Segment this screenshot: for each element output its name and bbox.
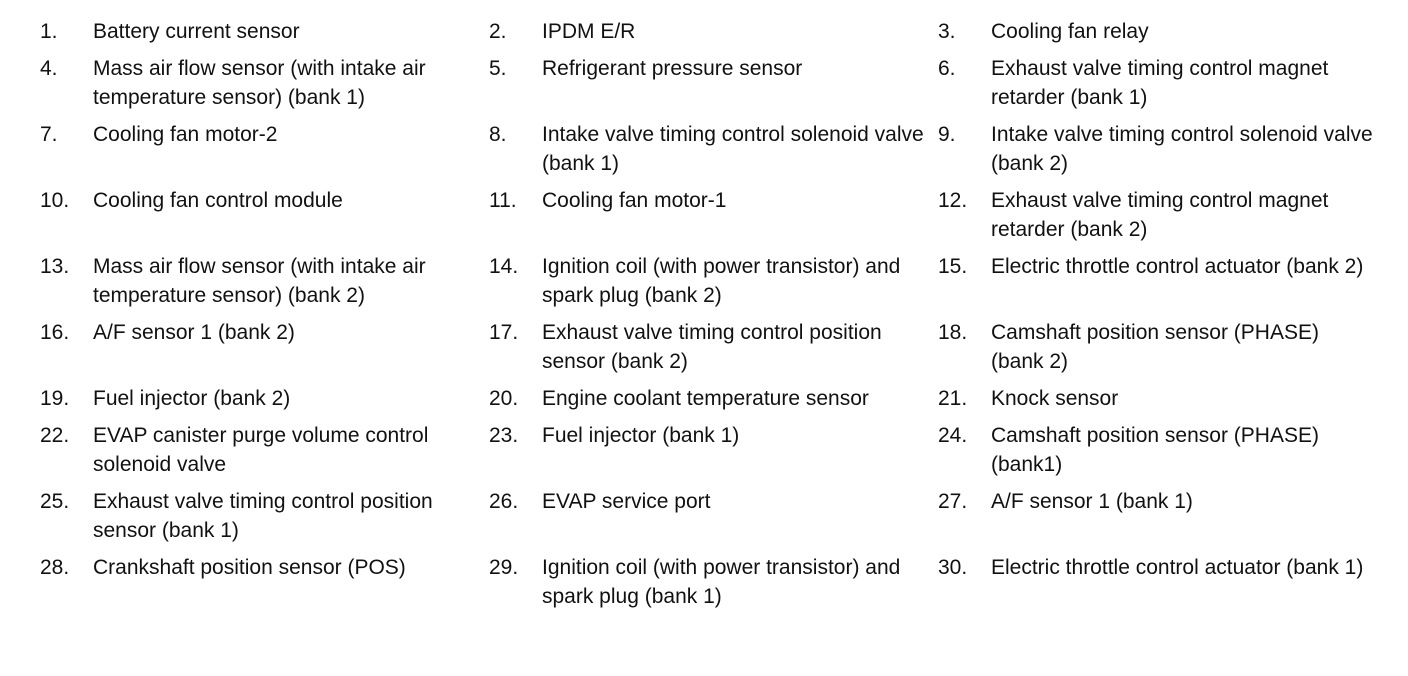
item-number: 15. (938, 255, 968, 278)
legend-item (938, 186, 1380, 252)
item-label: Exhaust valve timing control position sensor (bank 2) (542, 321, 882, 373)
item-number: 11. (489, 189, 517, 212)
legend-item (40, 120, 489, 186)
legend-item (938, 553, 1380, 619)
item-number: 2. (489, 20, 507, 43)
item-label: EVAP canister purge volume control solenoid valve (93, 424, 429, 476)
item-label: Crankshaft position sensor (POS) (93, 556, 406, 579)
legend-item (489, 17, 938, 54)
legend-item (938, 487, 1380, 553)
legend-item (938, 17, 1380, 54)
legend-item (938, 120, 1380, 186)
item-label: Ignition coil (with power transistor) and spark plug (bank 2) (542, 255, 901, 307)
item-label: Fuel injector (bank 1) (542, 424, 740, 447)
item-label: Cooling fan control module (93, 189, 343, 212)
component-legend (40, 17, 1380, 619)
item-number: 3. (938, 20, 956, 43)
item-number: 4. (40, 57, 58, 80)
legend-item (489, 120, 938, 186)
item-number: 17. (489, 321, 519, 344)
item-number: 28. (40, 556, 70, 579)
legend-item (489, 54, 938, 120)
item-number: 1. (40, 20, 58, 43)
legend-item (489, 553, 938, 619)
item-number: 23. (489, 424, 519, 447)
legend-item (938, 318, 1380, 384)
item-number: 13. (40, 255, 70, 278)
item-number: 29. (489, 556, 519, 579)
legend-item (40, 17, 489, 54)
item-label: Mass air flow sensor (with intake air temperature sensor) (bank 2) (93, 255, 426, 307)
item-label: Exhaust valve timing control position sensor (bank 1) (93, 490, 433, 542)
item-label: A/F sensor 1 (bank 2) (93, 321, 295, 344)
item-label: Knock sensor (991, 387, 1119, 410)
legend-item (40, 252, 489, 318)
item-number: 30. (938, 556, 968, 579)
item-number: 12. (938, 189, 968, 212)
legend-item (40, 318, 489, 384)
legend-item (489, 421, 938, 487)
legend-item (40, 553, 489, 619)
item-label: IPDM E/R (542, 20, 636, 43)
item-number: 22. (40, 424, 70, 447)
item-number: 10. (40, 189, 70, 212)
item-label: Refrigerant pressure sensor (542, 57, 803, 80)
item-label: Exhaust valve timing control magnet retarder (bank 2) (991, 189, 1329, 241)
legend-item (489, 318, 938, 384)
item-number: 14. (489, 255, 519, 278)
legend-item (489, 186, 938, 252)
legend-item (938, 384, 1380, 421)
legend-item (938, 252, 1380, 318)
item-number: 6. (938, 57, 956, 80)
item-number: 26. (489, 490, 519, 513)
item-label: Intake valve timing control solenoid valve (bank 2) (991, 123, 1373, 175)
item-number: 5. (489, 57, 507, 80)
item-number: 19. (40, 387, 70, 410)
item-label: Ignition coil (with power transistor) and spark plug (bank 1) (542, 556, 901, 608)
item-label: EVAP service port (542, 490, 711, 513)
legend-item (40, 54, 489, 120)
item-label: Battery current sensor (93, 20, 300, 43)
item-number: 9. (938, 123, 956, 146)
item-label: Cooling fan relay (991, 20, 1149, 43)
item-number: 18. (938, 321, 968, 344)
item-label: Mass air flow sensor (with intake air temperature sensor) (bank 1) (93, 57, 426, 109)
legend-item (489, 252, 938, 318)
item-label: Fuel injector (bank 2) (93, 387, 291, 410)
item-number: 27. (938, 490, 968, 513)
item-number: 25. (40, 490, 70, 513)
item-label: A/F sensor 1 (bank 1) (991, 490, 1193, 513)
legend-item (40, 384, 489, 421)
item-label: Intake valve timing control solenoid valve (bank 1) (542, 123, 924, 175)
item-label: Electric throttle control actuator (bank 2) (991, 255, 1364, 278)
item-number: 20. (489, 387, 519, 410)
legend-item (40, 487, 489, 553)
legend-item (489, 384, 938, 421)
legend-item (938, 54, 1380, 120)
item-label: Cooling fan motor-2 (93, 123, 278, 146)
item-number: 8. (489, 123, 507, 146)
item-label: Camshaft position sensor (PHASE) (bank 2) (991, 321, 1319, 373)
item-label: Cooling fan motor-1 (542, 189, 727, 212)
legend-item (938, 421, 1380, 487)
item-number: 16. (40, 321, 70, 344)
item-number: 21. (938, 387, 968, 410)
item-label: Camshaft position sensor (PHASE) (bank1) (991, 424, 1319, 476)
legend-item (40, 421, 489, 487)
item-label: Electric throttle control actuator (bank 1) (991, 556, 1364, 579)
legend-item (489, 487, 938, 553)
item-number: 7. (40, 123, 58, 146)
item-label: Engine coolant temperature sensor (542, 387, 869, 410)
item-label: Exhaust valve timing control magnet retarder (bank 1) (991, 57, 1329, 109)
legend-item (40, 186, 489, 252)
item-number: 24. (938, 424, 968, 447)
